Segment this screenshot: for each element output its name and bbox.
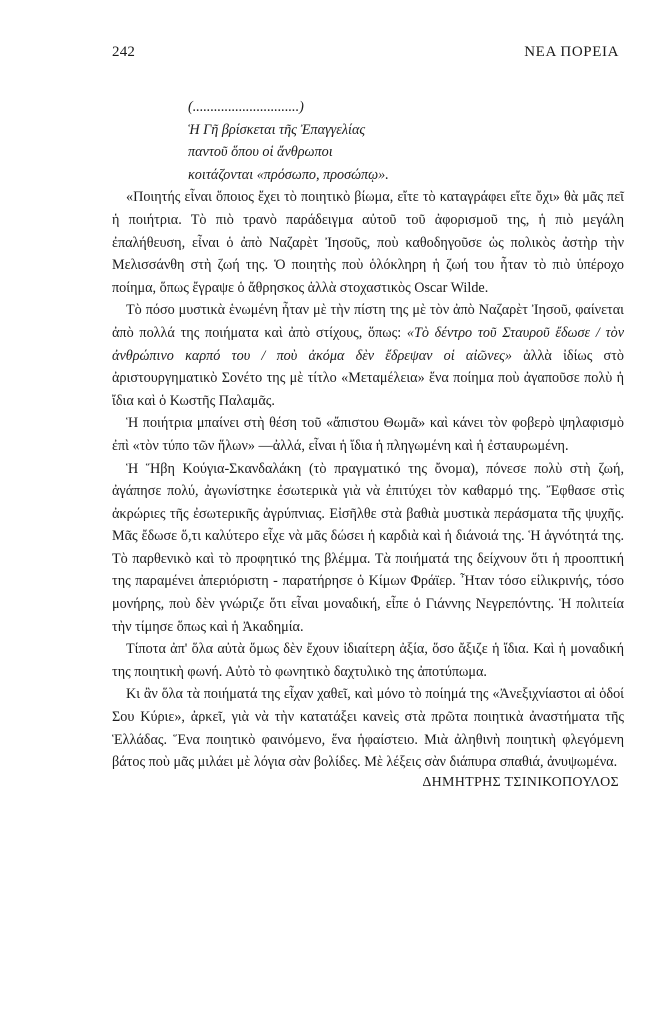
poem-excerpt [188,96,624,186]
author-signature: ΔΗΜΗΤΡΗΣ ΤΣΙΝΙΚΟΠΟΥΛΟΣ [422,775,619,790]
paragraph-6: Κι ἂν ὅλα τὰ ποιήματά της εἶχαν χαθεῖ, καὶ μόνο τὸ ποίημά της «Ἀνεξιχνίαστοι αἱ ὁδοί Σου Κύριε», ἀρκεῖ, γιὰ νὰ τὴν κατατάξει κανεὶς στὰ πρῶτα ποιητικὰ ἀναστήματα τῆς Ἑλλάδας. Ἕνα ποιητικὸ φαινόμενο, ἕνα ἡφαίστειο. Μιὰ ἀληθινὴ ποιητικὴ φλεγόμενη βάτος ποὺ μᾶς μιλάει μὲ λόγια σὰν βολίδες. Μὲ λέξεις σὰν διάπυρα σπαθιά, ἀνυψωμένα. [112,686,624,771]
poem-line: (..............................) [188,99,304,115]
article-body [112,96,624,774]
paragraph-2-text: Τὸ πόσο μυστικὰ ἑνωμένη ἦταν μὲ τὴν πίστη της μὲ τὸν ἀπὸ Ναζαρὲτ Ἰησοῦ, φαίνεται ἀπὸ πολλά της ποιήματα καὶ ἀπὸ στίχους, ὅπως: [112,302,624,341]
poem-line: Ἡ Γῆ βρίσκεται τῆς Ἐπαγγελίας [188,121,366,138]
paragraph-2-text-end: ἀλλὰ ἰδίως στὸ ἀριστουργηματικὸ Σονέτο της μὲ τίτλο «Μεταμέλεια» ἕνα ποίημα ποὺ ἀγαποῦσε πολὺ ἡ ἴδια καὶ ὁ Κωστῆς Παλαμᾶς. [112,347,624,409]
paragraph-5: Τίποτα ἀπ' ὅλα αὐτὰ ὅμως δὲν ἔχουν ἰδιαίτερη ἀξία, ὅσο ἄξιζε ἡ ἴδια. Καὶ ἡ μοναδική της ποιητικὴ φωνή. Αὐτὸ τὸ φωνητικὸ δαχτυλικὸ της ἀποτύπωμα. [112,641,624,680]
paragraph-4: Ἡ Ἥβη Κούγια-Σκανδαλάκη (τὸ πραγματικό της ὄνομα), πόνεσε πολὺ στὴ ζωή, ἀγάπησε πολύ, ἀγωνίστηκε ἐσωτερικὰ γιὰ νὰ ἐπιτύχει τὸν καθαρμό της. Ἔφθασε στὶς ἀκρώριες τῆς ἐσωτερικῆς ἀγρύπνιας. Εἰσῆλθε στὰ βαθιὰ μυστικὰ περάσματα τῆς ψυχῆς. Μᾶς ἔδωσε ὅ,τι καλύτερο εἶχε νὰ μᾶς δώσει ἡ καρδιὰ καὶ ἡ διάνοιά της. Ἡ ἁγνότητά της. Τὸ παρθενικὸ καὶ τὸ προφητικό της βλέμμα. Τὰ ποιήματά της δείχνουν ὅτι ἡ προοπτική της παραμένει ἀπεριόριστη - παρατήρησε ὁ Κίμων Φράϊερ. Ἦταν τόσο εἰλικρινής, τόσο μονήρης, ποὺ δὲν γνώριζε ὅτι εἶναι μοναδική, εἶπε ὁ Γιάννης Νεγρεπόντης. Ἡ πολιτεία τὴν τίμησε ὅπως καὶ ἡ Ἀκαδημία. [112,460,624,635]
poem-line: παντοῦ ὅπου οἱ ἄνθρωποι [188,144,333,161]
paragraph-3: Ἡ ποιήτρια μπαίνει στὴ θέση τοῦ «ἄπιστου Θωμᾶ» καὶ κάνει τὸν φοβερὸ ψηλαφισμὸ ἐπὶ «τὸν τύπο τῶν ἥλων» —ἀλλά, εἶναι ἡ ἴδια ἡ πληγωμένη καὶ ἡ ἐσταυρωμένη. [112,415,624,454]
poem-line: κοιτάζονται «πρόσωπο, προσώπῳ». [188,166,389,183]
page-number: 242 [112,44,136,60]
paragraph-2 [112,299,624,412]
paragraph-2-quote: «Τὸ δέντρο τοῦ Σταυροῦ ἔδωσε / τὸν ἀνθρώπινο καρπό του / ποὺ ἀκόμα δὲν ἔδρεψαν οἱ αἰῶνες» [112,324,624,364]
paragraph-1: «Ποιητής εἶναι ὅποιος ἔχει τὸ ποιητικὸ βίωμα, εἴτε τὸ καταγράφει εἴτε ὄχι» θὰ μᾶς πεῖ ἡ ποιήτρια. Τὸ πιὸ τρανὸ παράδειγμα αὐτοῦ τοῦ ἀφορισμοῦ της, ἡ πιὸ μεγάλη ἐπαλήθευση, εἶναι ὁ ἀπὸ Ναζαρὲτ Ἰησοῦς, ποὺ καθοδηγοῦσε ὡς πολικὸς ἀστὴρ τὴν Μελισσάνθη στὴ ζωή της. Ὁ ποιητὴς ποὺ ὁλόκληρη ἡ ζωή του ἦταν τὸ πιὸ ὑπέροχο ποίημα, ὅπως ἔγραψε ὁ ἄθρησκος ἀλλὰ στοχαστικὸς Oscar Wilde. [112,189,624,296]
running-head-journal-title: ΝΕΑ ΠΟΡΕΙΑ [524,44,619,60]
